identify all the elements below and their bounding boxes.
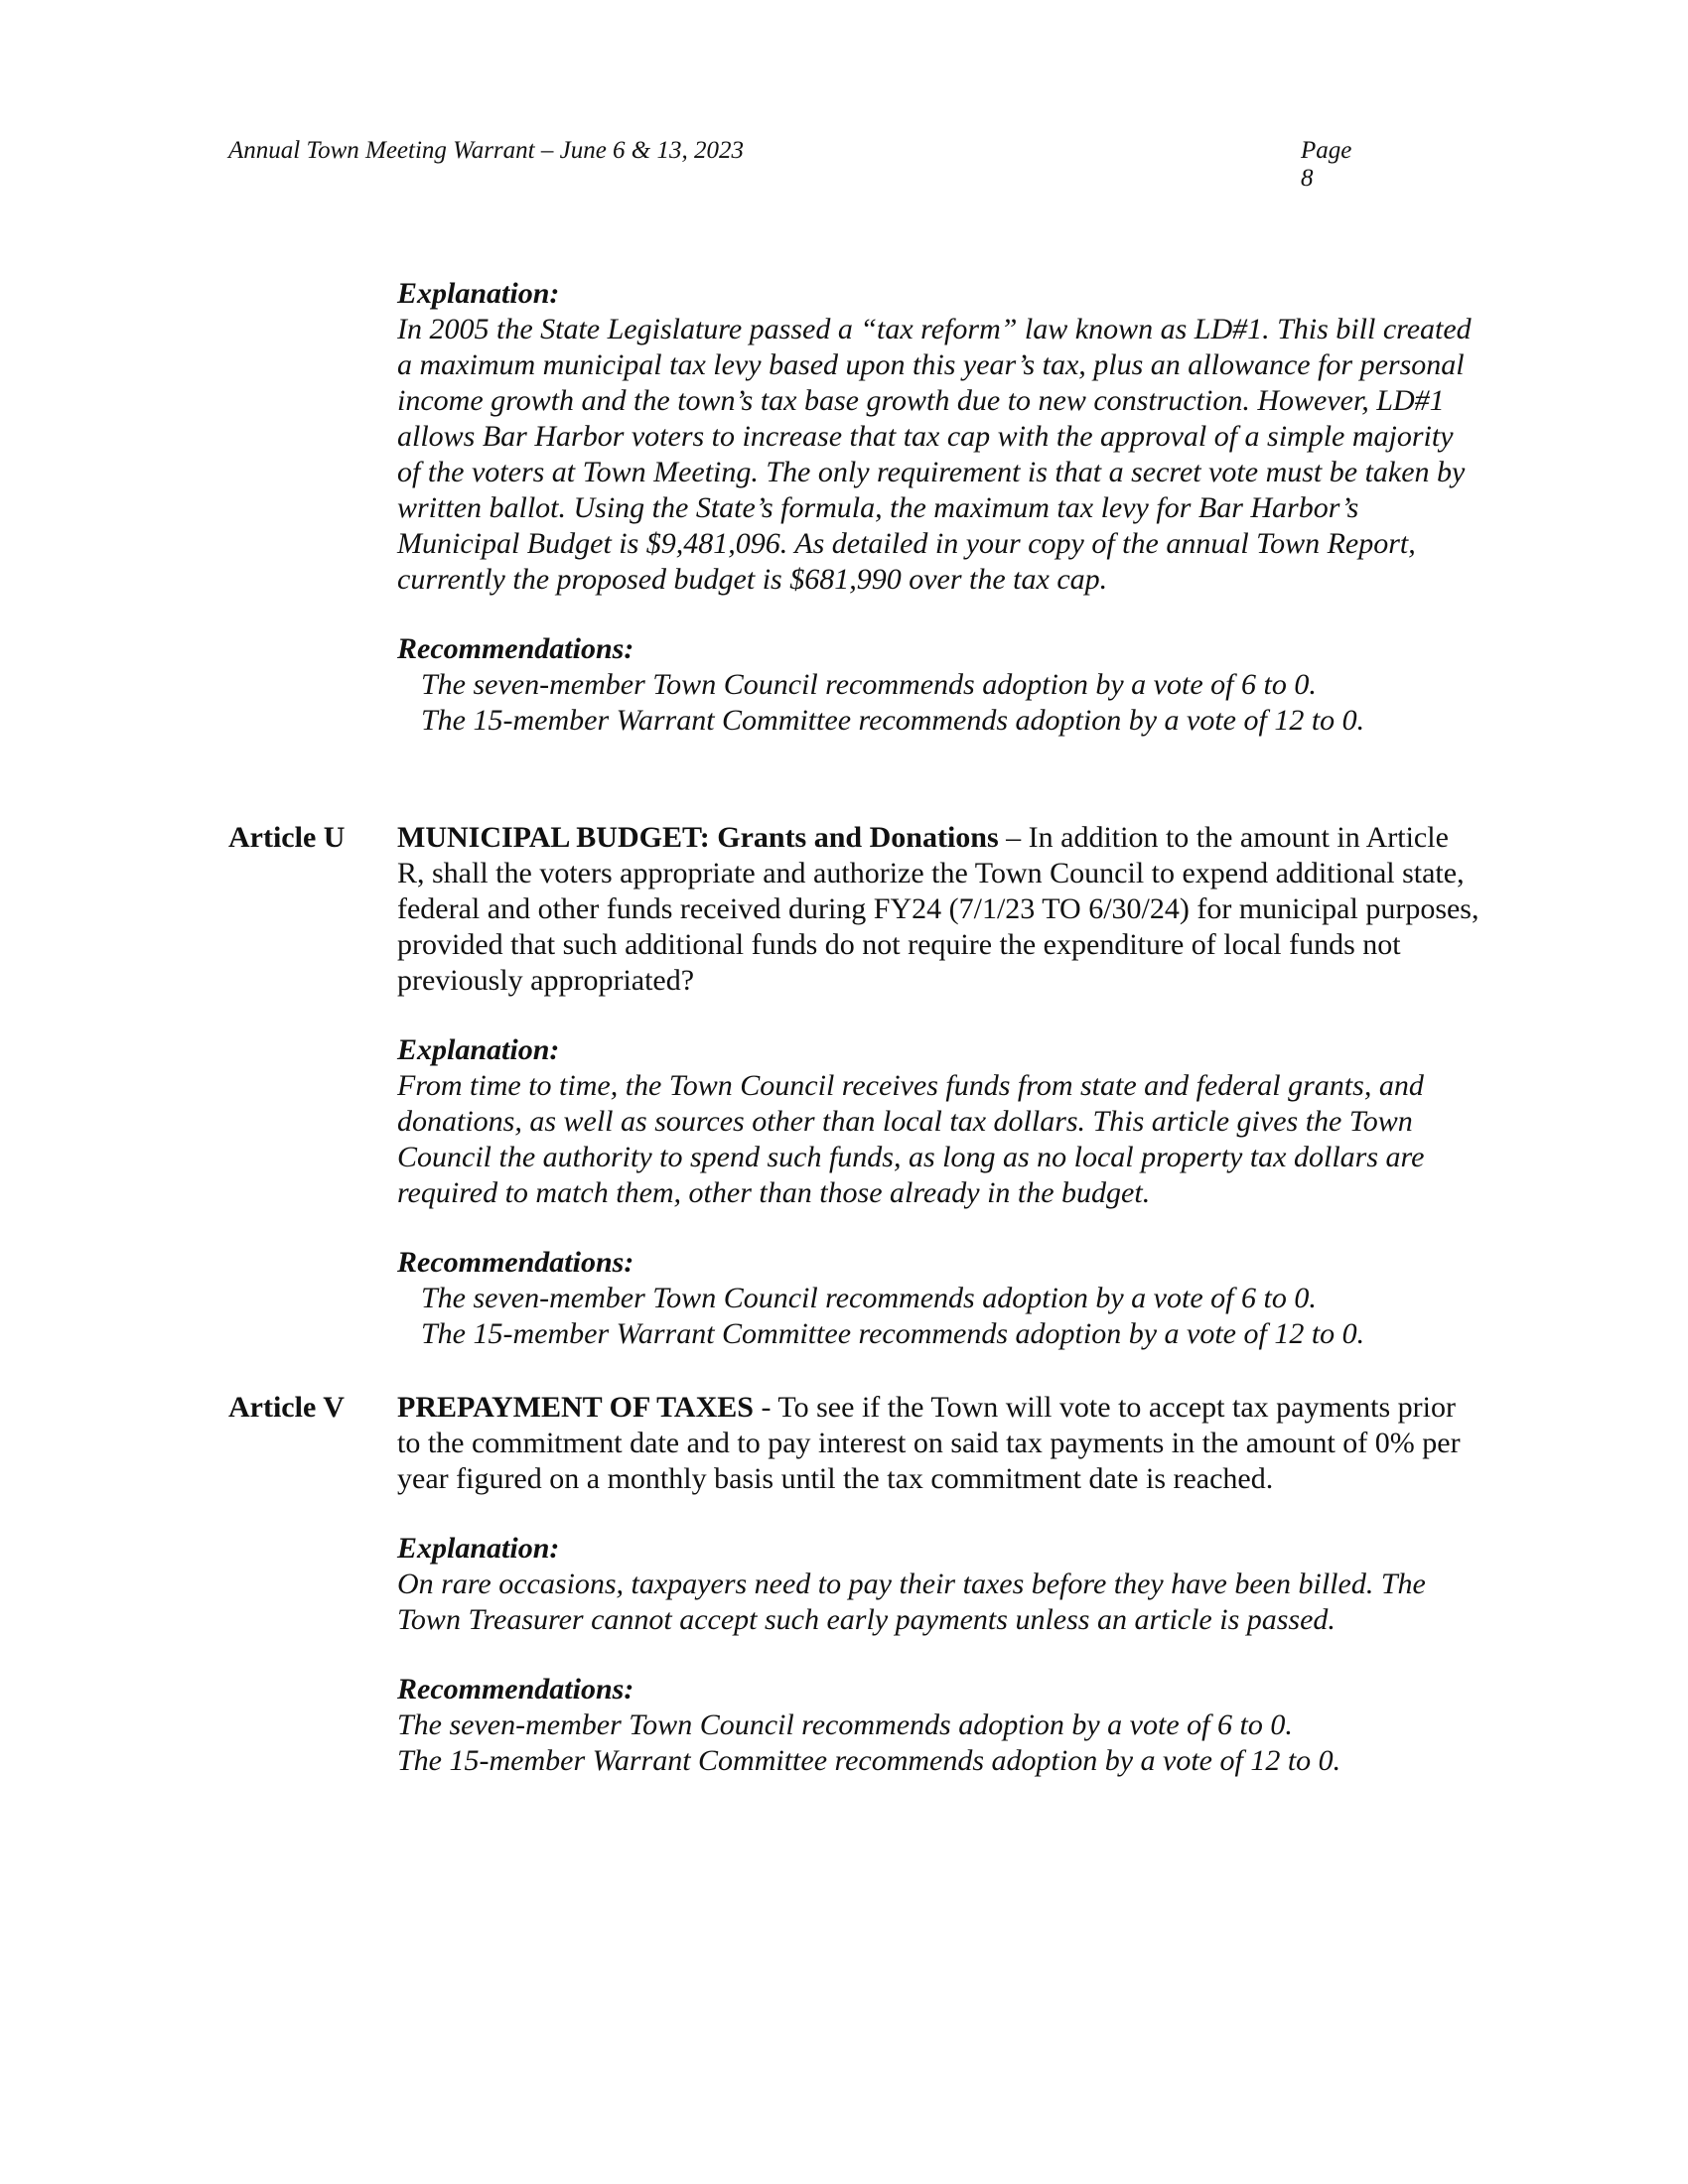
- article-u-statement: [397, 820, 1479, 999]
- explanation-text: From time to time, the Town Council receives funds from state and federal grants, and donations, as well as sources other than local tax dollars. This article gives the Town Council the authority to spend such funds, as long as no local property tax dollars are required to match them, other than those already in the budget.: [397, 1069, 1425, 1209]
- recommendation-council: The seven-member Town Council recommends adoption by a vote of 6 to 0.: [397, 1708, 1293, 1741]
- page-header: [228, 137, 1370, 192]
- article-v-title: PREPAYMENT OF TAXES: [397, 1391, 754, 1424]
- explanation-text: In 2005 the State Legislature passed a “tax reform” law known as LD#1. This bill created a maximum municipal tax levy based upon this year’s tax, plus an allowance for personal income growth and the town’s tax base growth due to new construction. However, LD#1 allows Bar Harbor voters to increase that tax cap with the approval of a simple majority of the voters at Town Meeting. The only requirement is that a secret vote must be taken by written ballot. Using the State’s formula, the maximum tax levy for Bar Harbor’s Municipal Budget is $9,481,096. As detailed in your copy of the annual Town Report, currently the proposed budget is $681,990 over the tax cap.: [397, 313, 1472, 596]
- recommendation-warrant-committee: The 15-member Warrant Committee recommends adoption by a vote of 12 to 0.: [397, 1744, 1341, 1777]
- page-number: Page 8: [1301, 137, 1352, 192]
- article-u-label: Article U: [228, 821, 346, 854]
- recommendations-heading: Recommendations:: [397, 632, 634, 665]
- recommendation-warrant-committee: The 15-member Warrant Committee recommends adoption by a vote of 12 to 0.: [421, 1317, 1365, 1350]
- explanation-text: On rare occasions, taxpayers need to pay their taxes before they have been billed. The Town Treasurer cannot accept such early payments unless an article is passed.: [397, 1568, 1426, 1636]
- recommendation-council: The seven-member Town Council recommends adoption by a vote of 6 to 0.: [421, 668, 1317, 701]
- article-u: [397, 820, 1479, 1352]
- article-v: [397, 1390, 1479, 1779]
- article-v-label: Article V: [228, 1391, 345, 1424]
- recommendations-heading: Recommendations:: [397, 1673, 634, 1706]
- explanation-heading: Explanation:: [397, 1033, 560, 1066]
- article-u-title: MUNICIPAL BUDGET: Grants and Donations: [397, 821, 999, 854]
- header-title: Annual Town Meeting Warrant – June 6 & 13, 2023: [228, 137, 744, 164]
- recommendation-warrant-committee: The 15-member Warrant Committee recommends adoption by a vote of 12 to 0.: [421, 704, 1365, 737]
- article-v-text: - To see if the Town will vote to accept tax payments prior to the commitment date and to pay interest on said tax payments in the amount of 0% per year figured on a monthly basis until the tax commitment date is reached.: [397, 1391, 1461, 1495]
- article-t-continuation: [397, 276, 1479, 739]
- article-u-text: – In addition to the amount in Article R, shall the voters appropriate and authorize the Town Council to expend additional state, federal and other funds received during FY24 (7/1/23 TO 6/30/24) for municipal purposes, provided that such additional funds do not require the expenditure of local funds not previously appropriated?: [397, 821, 1479, 997]
- article-v-statement: [397, 1390, 1479, 1497]
- explanation-heading: Explanation:: [397, 1532, 560, 1565]
- explanation-heading: Explanation:: [397, 277, 560, 310]
- recommendations-heading: Recommendations:: [397, 1246, 634, 1279]
- recommendation-council: The seven-member Town Council recommends adoption by a vote of 6 to 0.: [421, 1282, 1317, 1314]
